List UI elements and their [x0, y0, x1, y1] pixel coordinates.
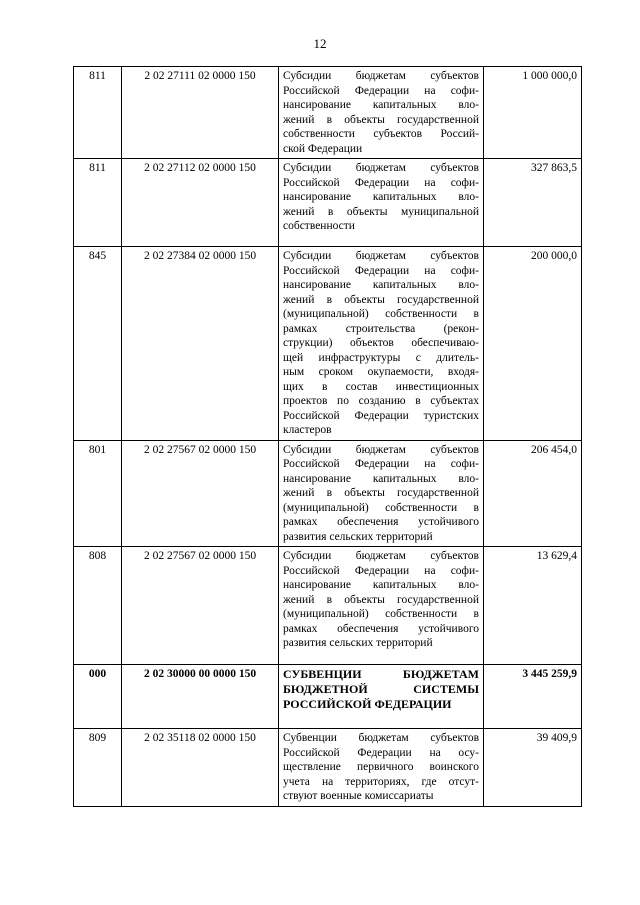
revenue-name-line: нансирование капитальных вло-	[283, 579, 479, 591]
revenue-name-line: рамках обеспечения устойчивого	[283, 622, 479, 635]
revenue-name-cell	[279, 159, 484, 247]
revenue-name-cell	[279, 547, 484, 665]
budget-classification-code-cell: 2 02 27111 02 0000 150	[122, 67, 279, 159]
revenue-name-line: собственности	[283, 220, 355, 232]
budget-classification-code-cell: 2 02 27567 02 0000 150	[122, 547, 279, 665]
table-row	[74, 729, 582, 807]
admin-code-cell: 811	[74, 67, 122, 159]
revenue-name-line: (муниципальной) собственности в	[283, 308, 479, 320]
revenue-name-cell	[279, 729, 484, 807]
amount-cell: 206 454,0	[484, 440, 582, 547]
revenue-name-line: рамках строительства (рекон-	[283, 322, 479, 335]
revenue-name-line: Российской Федерации на софи-	[283, 564, 479, 577]
revenue-name-line: (муниципальной) собственности в	[283, 501, 479, 514]
revenue-name-line: Российской Федерации туристских	[283, 409, 479, 422]
table-row	[74, 247, 582, 441]
revenue-name-cell	[279, 440, 484, 547]
revenue-name-line: РОССИЙСКОЙ ФЕДЕРАЦИИ	[283, 697, 452, 711]
revenue-name-line: жений в объекты государственной	[283, 113, 479, 126]
revenue-name-line: нансирование капитальных вло-	[283, 191, 479, 203]
revenue-name-line: жений в объекты государственной	[283, 293, 479, 306]
revenue-name-line: БЮДЖЕТНОЙ СИСТЕМЫ	[283, 682, 479, 696]
admin-code-cell: 845	[74, 247, 122, 441]
revenue-name-line: развития сельских территорий	[283, 530, 433, 543]
amount-cell: 3 445 259,9	[484, 665, 582, 729]
revenue-name-line: нансирование капитальных вло-	[283, 99, 479, 111]
revenue-name-line: Российской Федерации на софи-	[283, 458, 479, 470]
revenue-name-line: щей инфраструктуры с длитель-	[283, 351, 479, 364]
revenue-name-line: развития сельских территорий	[283, 637, 433, 649]
budget-classification-code-cell: 2 02 35118 02 0000 150	[122, 729, 279, 807]
table-row	[74, 665, 582, 729]
table-row	[74, 547, 582, 665]
table-row	[74, 67, 582, 159]
revenue-name-line: рамках обеспечения устойчивого	[283, 516, 479, 528]
revenue-name-line: СУБВЕНЦИИ БЮДЖЕТАМ	[283, 667, 479, 681]
revenue-name-line: жений в объекты государственной	[283, 487, 479, 499]
admin-code-cell: 000	[74, 665, 122, 729]
amount-cell: 13 629,4	[484, 547, 582, 665]
revenue-name-line: Субсидии бюджетам субъектов	[283, 443, 479, 456]
table-row	[74, 440, 582, 547]
amount-cell: 200 000,0	[484, 247, 582, 441]
revenue-name-line: ществление первичного воинского	[283, 761, 479, 773]
amount-cell: 39 409,9	[484, 729, 582, 807]
revenue-name-line: струкции) объектов обеспечиваю-	[283, 337, 479, 349]
budget-classification-code-cell: 2 02 27567 02 0000 150	[122, 440, 279, 547]
revenue-name-line: Российской Федерации на софи-	[283, 176, 479, 189]
admin-code-cell: 809	[74, 729, 122, 807]
admin-code-cell: 808	[74, 547, 122, 665]
page-number: 12	[313, 36, 327, 51]
revenue-name-line: щих в состав инвестиционных	[283, 380, 479, 393]
revenue-name-line: ствуют военные комиссариаты	[283, 790, 434, 802]
revenue-name-line: Субвенции бюджетам субъектов	[283, 732, 479, 744]
revenue-name-line: Субсидии бюджетам субъектов	[283, 162, 479, 174]
revenue-name-line: нансирование капитальных вло-	[283, 279, 479, 291]
budget-classification-code-cell: 2 02 27112 02 0000 150	[122, 159, 279, 247]
revenue-name-line: ской Федерации	[283, 142, 363, 155]
revenue-name-line: Субсидии бюджетам субъектов	[283, 250, 479, 262]
budget-classification-code-cell: 2 02 27384 02 0000 150	[122, 247, 279, 441]
revenue-name-line: проектов по созданию в субъектах	[283, 395, 479, 407]
budget-revenue-table	[73, 66, 582, 807]
revenue-name-line: (муниципальной) собственности в	[283, 608, 479, 620]
table-row	[74, 159, 582, 247]
revenue-name-cell	[279, 665, 484, 729]
revenue-name-line: жений в объекты муниципальной	[283, 205, 479, 218]
revenue-name-line: жений в объекты государственной	[283, 593, 479, 606]
revenue-name-line: кластеров	[283, 424, 332, 436]
revenue-name-cell	[279, 67, 484, 159]
revenue-name-line: Субсидии бюджетам субъектов	[283, 550, 479, 562]
revenue-name-cell	[279, 247, 484, 441]
revenue-name-line: собственности субъектов Россий-	[283, 128, 479, 140]
admin-code-cell: 811	[74, 159, 122, 247]
revenue-name-line: Российской Федерации на софи-	[283, 84, 479, 97]
revenue-name-line: Субсидии бюджетам субъектов	[283, 70, 479, 82]
revenue-name-line: Российской Федерации на осу-	[283, 746, 479, 759]
revenue-name-line: Российской Федерации на софи-	[283, 264, 479, 277]
revenue-name-line: ным сроком окупаемости, входя-	[283, 366, 479, 378]
admin-code-cell: 801	[74, 440, 122, 547]
amount-cell: 327 863,5	[484, 159, 582, 247]
revenue-name-line: учета на территориях, где отсут-	[283, 775, 479, 788]
revenue-name-line: нансирование капитальных вло-	[283, 472, 479, 485]
amount-cell: 1 000 000,0	[484, 67, 582, 159]
budget-classification-code-cell: 2 02 30000 00 0000 150	[122, 665, 279, 729]
